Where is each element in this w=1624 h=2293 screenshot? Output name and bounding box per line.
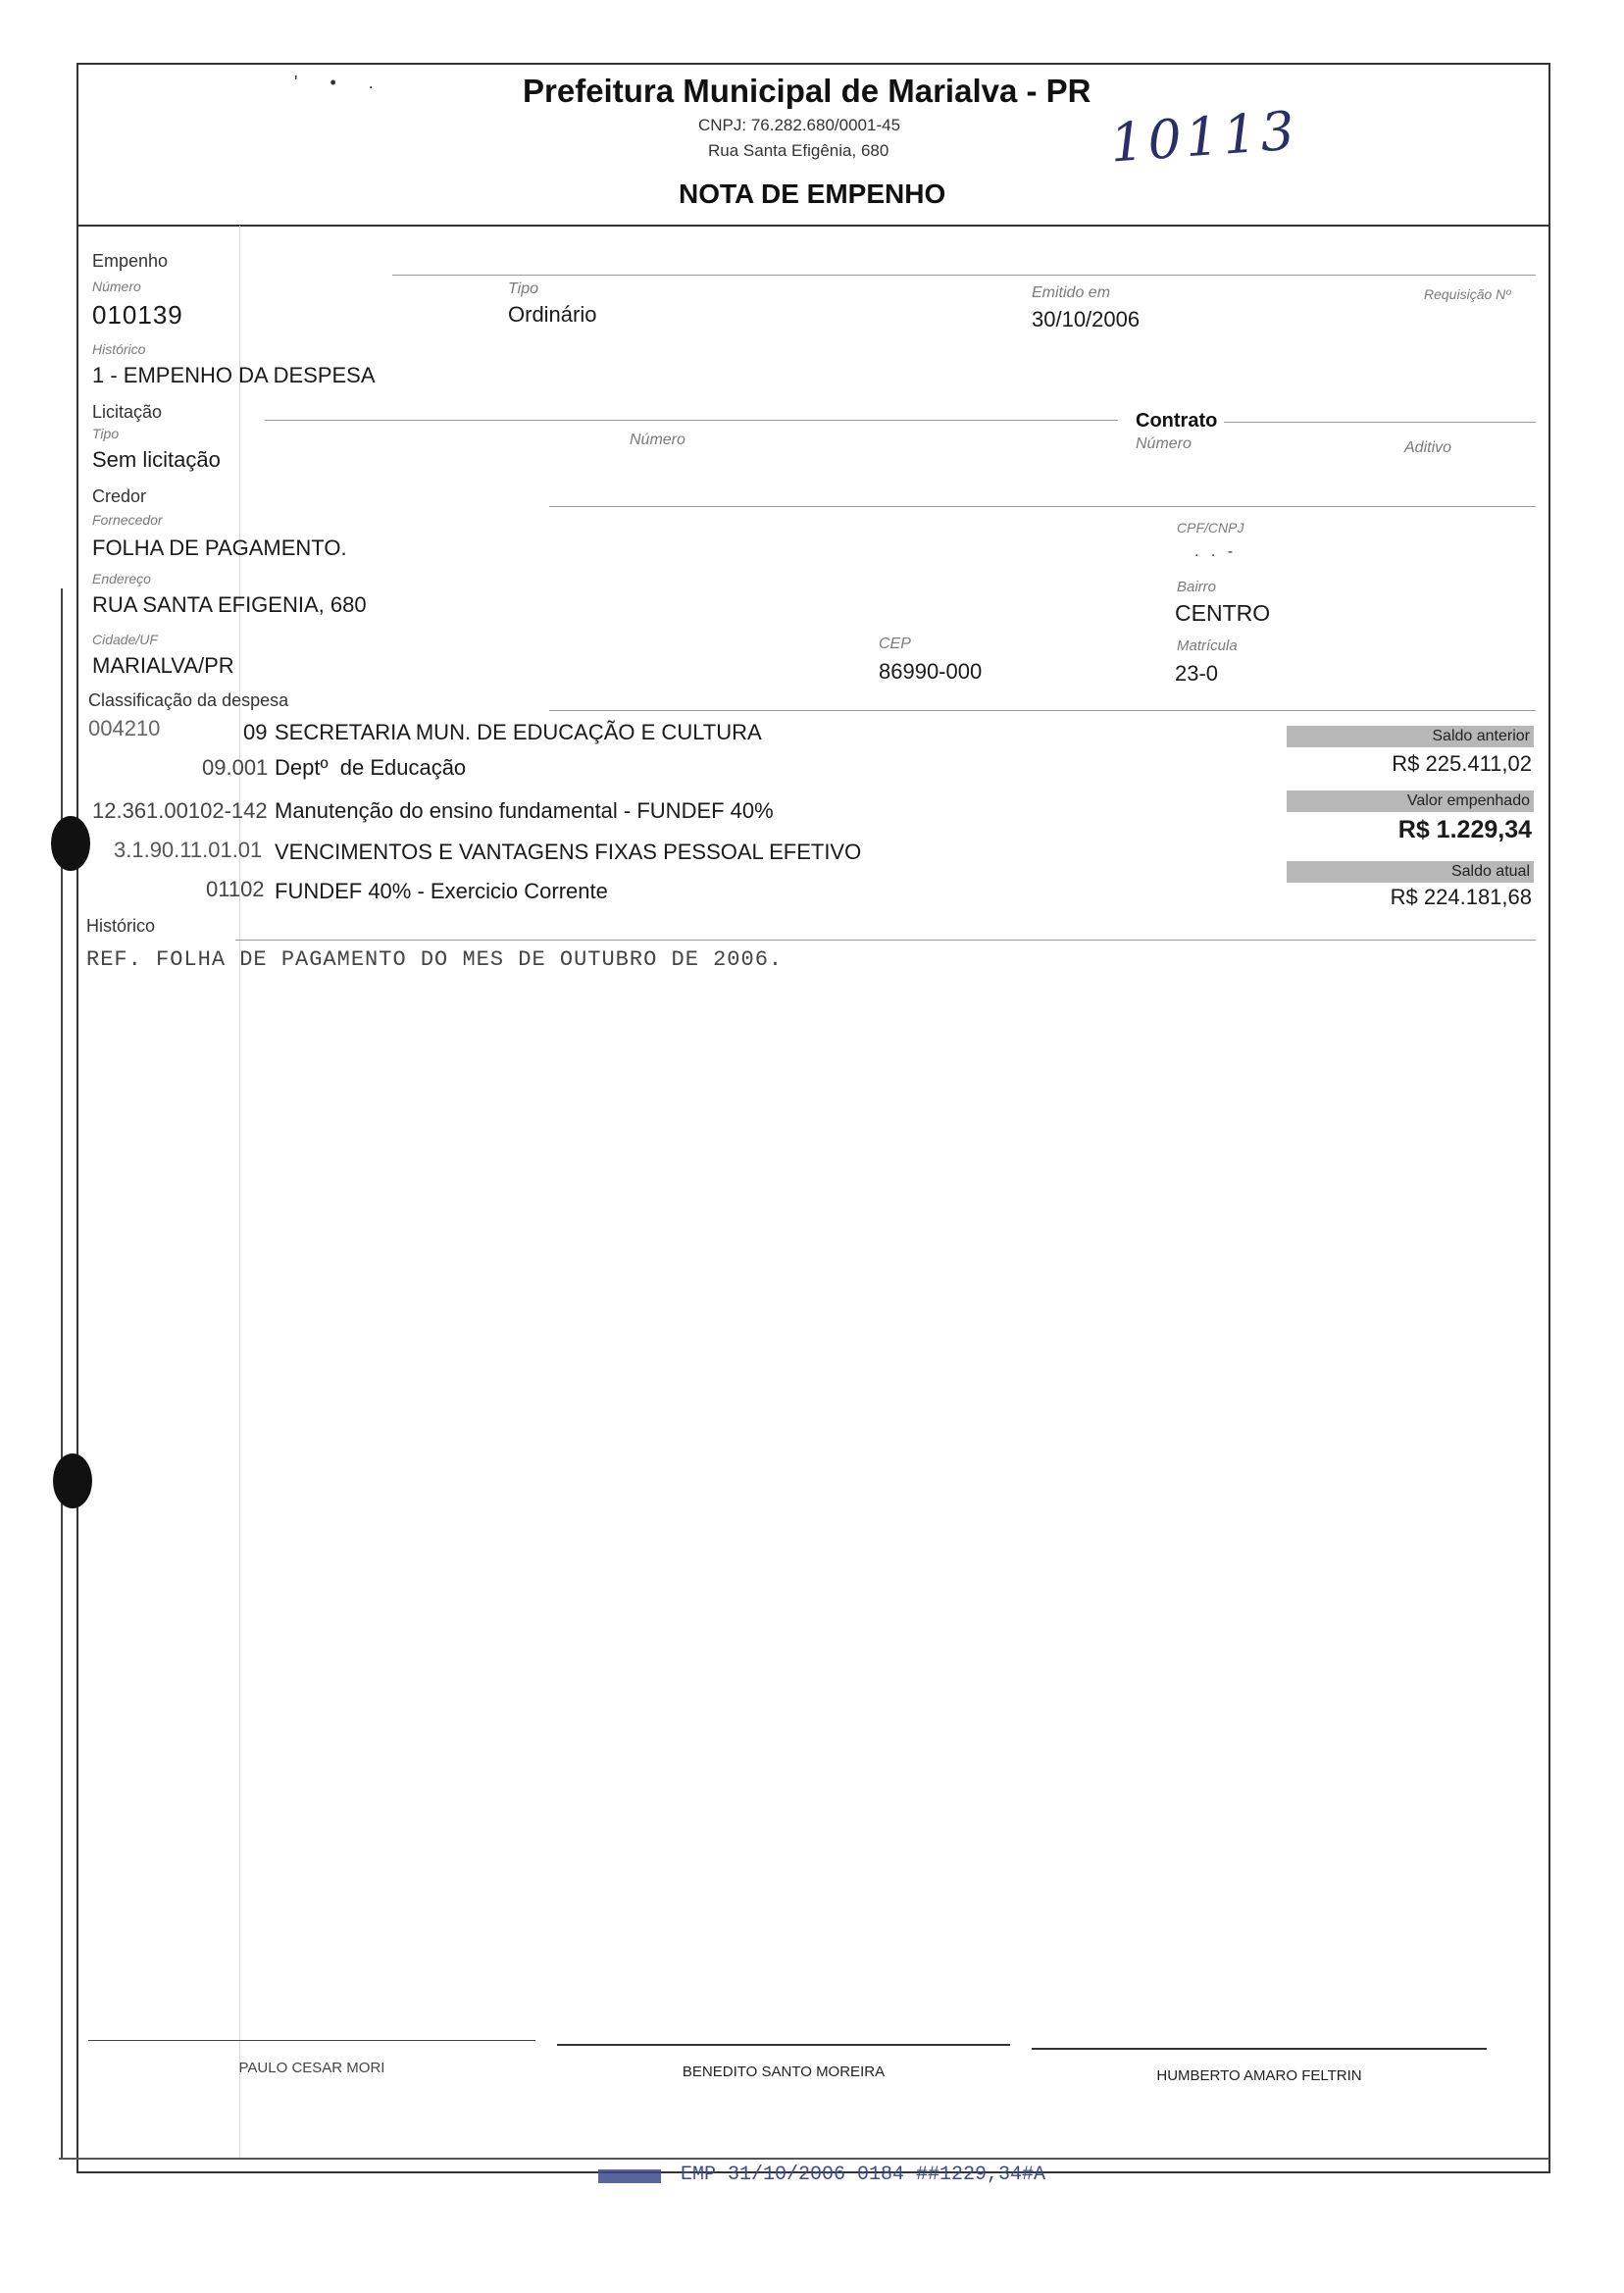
historico-section-title: Histórico	[86, 916, 156, 936]
contrato-title: Contrato	[1136, 410, 1218, 432]
fornecedor-value: FOLHA DE PAGAMENTO.	[92, 535, 347, 560]
class-row-3-code: 12.361.00102-142	[92, 798, 268, 823]
class-row-4-code: 3.1.90.11.01.01	[114, 838, 263, 862]
class-row-5-desc: FUNDEF 40% - Exercicio Corrente	[275, 879, 608, 903]
validation-stamp: EMP 31/10/2006 0184 ##1229,34#A	[681, 2164, 1046, 2186]
stamp-mark	[598, 2169, 661, 2183]
empenho-numero: 010139	[92, 300, 183, 330]
handwritten-number: 10113	[1108, 99, 1300, 175]
class-row-2-code: 09.001	[202, 755, 269, 780]
cpf-cnpj-value: . . -	[1194, 543, 1238, 560]
signature-line-2	[557, 2044, 1010, 2046]
historico-text: REF. FOLHA DE PAGAMENTO DO MES DE OUTUBRO DE 2006.	[86, 947, 784, 972]
valor-empenhado-label: Valor empenhado	[1287, 790, 1534, 812]
signature-line-3	[1032, 2048, 1487, 2050]
cidade-label: Cidade/UF	[92, 632, 158, 647]
bairro-value: CENTRO	[1175, 600, 1271, 626]
signature-line-1	[88, 2040, 535, 2041]
class-row-2-desc: Deptº de Educação	[275, 755, 467, 780]
header-dots: ' • .	[294, 73, 387, 92]
empenho-tipo-label: Tipo	[508, 280, 538, 297]
saldo-anterior-label: Saldo anterior	[1287, 726, 1534, 747]
class-row-1-sub: 09	[243, 720, 268, 744]
cpf-cnpj-label: CPF/CNPJ	[1177, 520, 1244, 535]
bottom-rule	[59, 2158, 1549, 2160]
header-divider	[76, 225, 1550, 227]
punch-hole-bottom	[53, 1453, 92, 1508]
licitacao-rule	[265, 420, 1118, 421]
fornecedor-label: Fornecedor	[92, 512, 163, 528]
document-type-title: NOTA DE EMPENHO	[679, 178, 946, 209]
class-row-1-desc: SECRETARIA MUN. DE EDUCAÇÃO E CULTURA	[275, 720, 762, 744]
signature-name-1: PAULO CESAR MORI	[238, 2060, 385, 2076]
class-row-1-code: 004210	[88, 716, 161, 740]
classificacao-section-title: Classificação da despesa	[88, 690, 289, 710]
empenho-section-title: Empenho	[92, 251, 169, 271]
signature-name-3: HUMBERTO AMARO FELTRIN	[1156, 2067, 1362, 2084]
saldo-anterior-value: R$ 225.411,02	[1392, 751, 1532, 776]
licitacao-tipo-label: Tipo	[92, 426, 120, 441]
aditivo-label: Aditivo	[1404, 439, 1452, 456]
licitacao-section-title: Licitação	[92, 402, 163, 422]
class-row-3-desc: Manutenção do ensino fundamental - FUNDEF 40%	[275, 798, 774, 823]
saldo-atual-label: Saldo atual	[1287, 861, 1534, 883]
fold-line	[239, 226, 240, 2158]
credor-section-title: Credor	[92, 486, 147, 506]
historico-rule	[235, 940, 1536, 941]
empenho-rule	[392, 275, 1536, 276]
empenho-historico: 1 - EMPENHO DA DESPESA	[92, 363, 376, 387]
empenho-numero-label: Número	[92, 279, 141, 294]
header-address: Rua Santa Efigênia, 680	[708, 141, 889, 160]
contrato-numero-label: Número	[1136, 435, 1192, 452]
credor-rule	[549, 506, 1536, 507]
class-row-4-desc: VENCIMENTOS E VANTAGENS FIXAS PESSOAL EFETIVO	[275, 840, 862, 864]
endereco-value: RUA SANTA EFIGENIA, 680	[92, 592, 367, 617]
licitacao-numero-label: Número	[630, 432, 685, 448]
requisicao-label: Requisição Nº	[1424, 286, 1511, 302]
punch-hole-top	[51, 816, 90, 871]
valor-empenhado-value: R$ 1.229,34	[1397, 816, 1532, 843]
emitido-label: Emitido em	[1032, 284, 1111, 301]
endereco-label: Endereço	[92, 571, 151, 586]
class-row-5-code: 01102	[206, 877, 265, 901]
contrato-rule	[1224, 422, 1536, 423]
page-title: Prefeitura Municipal de Marialva - PR	[523, 73, 1091, 109]
bairro-label: Bairro	[1177, 579, 1217, 595]
header-cnpj: CNPJ: 76.282.680/0001-45	[698, 116, 901, 134]
emitido-date: 30/10/2006	[1032, 307, 1141, 331]
matricula-value: 23-0	[1175, 661, 1219, 686]
licitacao-tipo: Sem licitação	[92, 447, 221, 472]
saldo-atual-value: R$ 224.181,68	[1390, 885, 1532, 909]
empenho-historico-label: Histórico	[92, 341, 146, 357]
cep-label: CEP	[879, 636, 911, 652]
cep-value: 86990-000	[879, 659, 983, 684]
classificacao-rule	[549, 710, 1536, 711]
signature-name-2: BENEDITO SANTO MOREIRA	[682, 2064, 886, 2080]
empenho-tipo: Ordinário	[508, 302, 597, 327]
cidade-value: MARIALVA/PR	[92, 653, 234, 678]
matricula-label: Matrícula	[1177, 637, 1238, 654]
